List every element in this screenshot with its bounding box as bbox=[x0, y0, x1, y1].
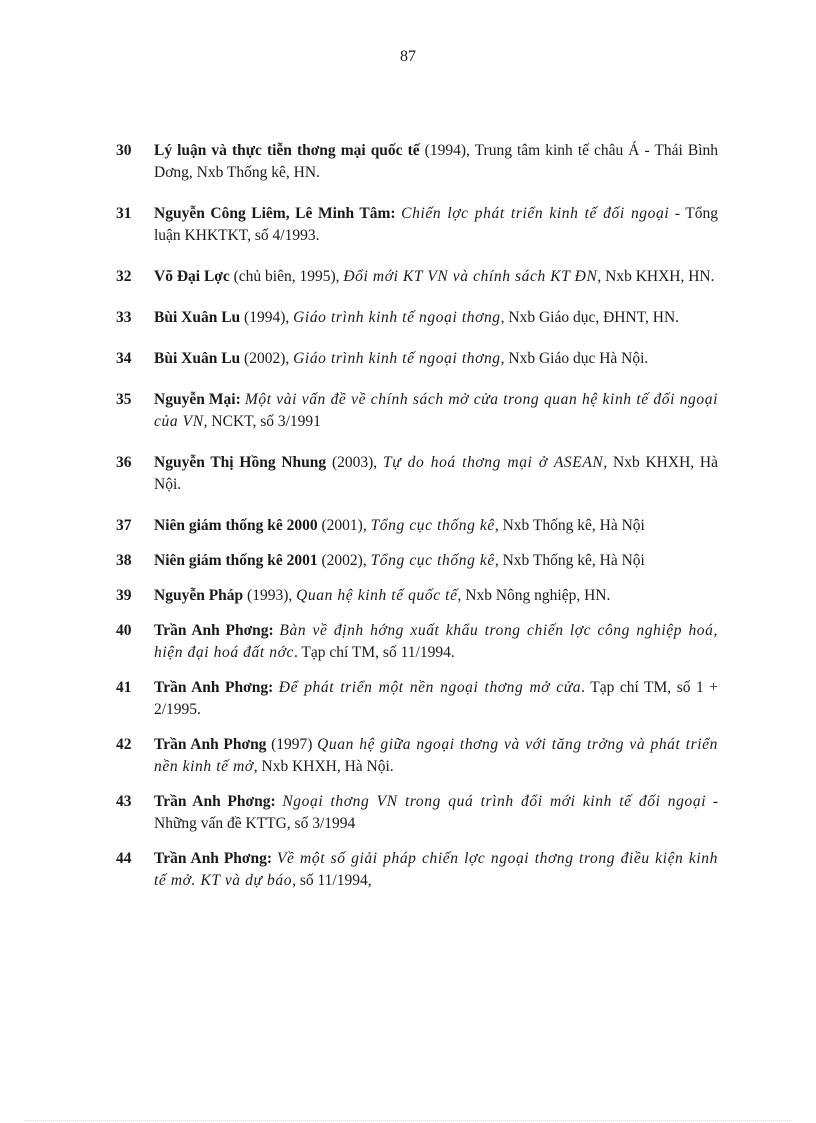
reference-number: 32 bbox=[116, 268, 132, 285]
reference-meta: (2002), bbox=[240, 350, 294, 367]
reference-author: Niên giám thống kê 2001 bbox=[154, 552, 318, 569]
reference-title: Tự do hoá thơng mại ở ASEAN bbox=[382, 454, 604, 471]
reference-item bbox=[116, 348, 718, 370]
reference-number: 37 bbox=[116, 517, 132, 534]
reference-publisher: , NCKT, số 3/1991 bbox=[203, 413, 321, 430]
reference-meta: (2001), bbox=[317, 517, 371, 534]
reference-meta: (2003), bbox=[326, 454, 383, 471]
reference-author: Trần Anh Phơng: bbox=[154, 622, 274, 639]
reference-item bbox=[116, 452, 718, 496]
reference-author: Võ Đại Lợc bbox=[154, 268, 230, 285]
reference-meta: (1994), bbox=[240, 309, 294, 326]
reference-meta: (chủ biên, 1995), bbox=[229, 268, 344, 285]
reference-item bbox=[116, 266, 718, 288]
reference-title: Về một số giải pháp chiến lợc ngoại thơng trong điều kiện kinh tế mở. KT và dự báo bbox=[154, 850, 718, 889]
reference-publisher: , Nxb Thống kê, Hà Nội bbox=[494, 517, 645, 534]
bottom-divider bbox=[24, 1120, 792, 1121]
reference-item bbox=[116, 203, 718, 247]
reference-number: 30 bbox=[116, 142, 132, 159]
reference-meta: (1997) bbox=[266, 736, 318, 753]
reference-publisher: , Nxb KHXH, HN. bbox=[597, 268, 715, 285]
reference-title: Tổng cục thống kê bbox=[370, 517, 495, 534]
reference-number: 42 bbox=[116, 736, 132, 753]
reference-title: Để phát triển một nền ngoại thơng mở cửa bbox=[278, 679, 582, 696]
reference-title: Quan hệ giữa ngoại thơng và với tăng trởng và phát triển nền kinh tế mở bbox=[154, 736, 718, 775]
reference-item bbox=[116, 550, 718, 572]
reference-publisher: - Tổng luận KHKTKT, số 4/1993. bbox=[154, 205, 719, 244]
reference-list bbox=[116, 140, 718, 892]
reference-publisher: , Nxb Giáo dục Hà Nội. bbox=[500, 350, 649, 367]
reference-title: Đổi mới KT VN và chính sách KT ĐN bbox=[343, 268, 598, 285]
reference-number: 31 bbox=[116, 205, 132, 222]
reference-number: 41 bbox=[116, 679, 132, 696]
reference-author: Trần Anh Phơng: bbox=[154, 850, 273, 867]
reference-author: Nguyễn Công Liêm, Lê Minh Tâm: bbox=[154, 205, 396, 222]
reference-author: Nguyễn Thị Hồng Nhung bbox=[154, 454, 327, 471]
reference-item bbox=[116, 677, 718, 721]
reference-author: Niên giám thống kê 2000 bbox=[154, 517, 318, 534]
reference-item bbox=[116, 734, 718, 778]
reference-number: 38 bbox=[116, 552, 132, 569]
reference-publisher: . Tạp chí TM, số 11/1994. bbox=[293, 644, 455, 661]
reference-publisher: , Nxb Nông nghiệp, HN. bbox=[457, 587, 611, 604]
reference-number: 40 bbox=[116, 622, 132, 639]
reference-number: 33 bbox=[116, 309, 132, 326]
reference-publisher: , Nxb KHXH, Hà Nội. bbox=[154, 454, 719, 493]
reference-item bbox=[116, 140, 718, 184]
reference-title: Bàn về định hớng xuất khẩu trong chiến lợc công nghiệp hoá, hiện đại hoá đất nớc bbox=[154, 622, 718, 661]
reference-number: 34 bbox=[116, 350, 132, 367]
reference-author: Nguyễn Mại: bbox=[154, 391, 241, 408]
reference-title: Giáo trình kinh tế ngoại thơng bbox=[293, 350, 501, 367]
reference-title: Một vài vấn đề về chính sách mở cửa trong quan hệ kinh tế đối ngoại của VN bbox=[154, 391, 718, 430]
reference-author: Lý luận và thực tiễn thơng mại quốc tế bbox=[154, 142, 420, 159]
reference-number: 35 bbox=[116, 391, 132, 408]
reference-publisher: , số 11/1994, bbox=[292, 872, 372, 889]
reference-item bbox=[116, 585, 718, 607]
reference-publisher: - Những vấn đề KTTG, số 3/1994 bbox=[154, 793, 718, 832]
reference-number: 39 bbox=[116, 587, 132, 604]
reference-number: 43 bbox=[116, 793, 132, 810]
reference-publisher: , Nxb Thống kê, Hà Nội bbox=[494, 552, 645, 569]
reference-item bbox=[116, 515, 718, 537]
reference-title: Quan hệ kinh tế quốc tế bbox=[296, 587, 458, 604]
reference-meta: (1993), bbox=[243, 587, 297, 604]
reference-item bbox=[116, 389, 718, 433]
reference-publisher: (1994), Trung tâm kinh tế châu Á - Thái Bình Dơng, Nxb Thống kê, HN. bbox=[154, 142, 719, 181]
reference-number: 44 bbox=[116, 850, 132, 867]
reference-item bbox=[116, 848, 718, 892]
reference-title: Giáo trình kinh tế ngoại thơng bbox=[293, 309, 501, 326]
reference-author: Trần Anh Phơng: bbox=[154, 679, 274, 696]
reference-author: Nguyễn Pháp bbox=[154, 587, 244, 604]
reference-item bbox=[116, 307, 718, 329]
reference-item bbox=[116, 791, 718, 835]
reference-title: Chiến lợc phát triển kinh tế đối ngoại bbox=[401, 205, 670, 222]
reference-publisher: , Nxb KHXH, Hà Nội. bbox=[253, 758, 394, 775]
reference-author: Bùi Xuân Lu bbox=[154, 309, 241, 326]
reference-item bbox=[116, 620, 718, 664]
reference-meta: (2002), bbox=[317, 552, 371, 569]
reference-title: Ngoại thơng VN trong quá trình đổi mới kinh tế đối ngoại bbox=[282, 793, 707, 810]
reference-author: Bùi Xuân Lu bbox=[154, 350, 241, 367]
reference-publisher: , Nxb Giáo dục, ĐHNT, HN. bbox=[500, 309, 680, 326]
page-number: 87 bbox=[400, 48, 416, 65]
reference-publisher: . Tạp chí TM, số 1 + 2/1995. bbox=[154, 679, 719, 718]
reference-title: Tổng cục thống kê bbox=[370, 552, 495, 569]
reference-author: Trần Anh Phơng bbox=[154, 736, 267, 753]
reference-number: 36 bbox=[116, 454, 132, 471]
reference-author: Trần Anh Phơng: bbox=[154, 793, 276, 810]
